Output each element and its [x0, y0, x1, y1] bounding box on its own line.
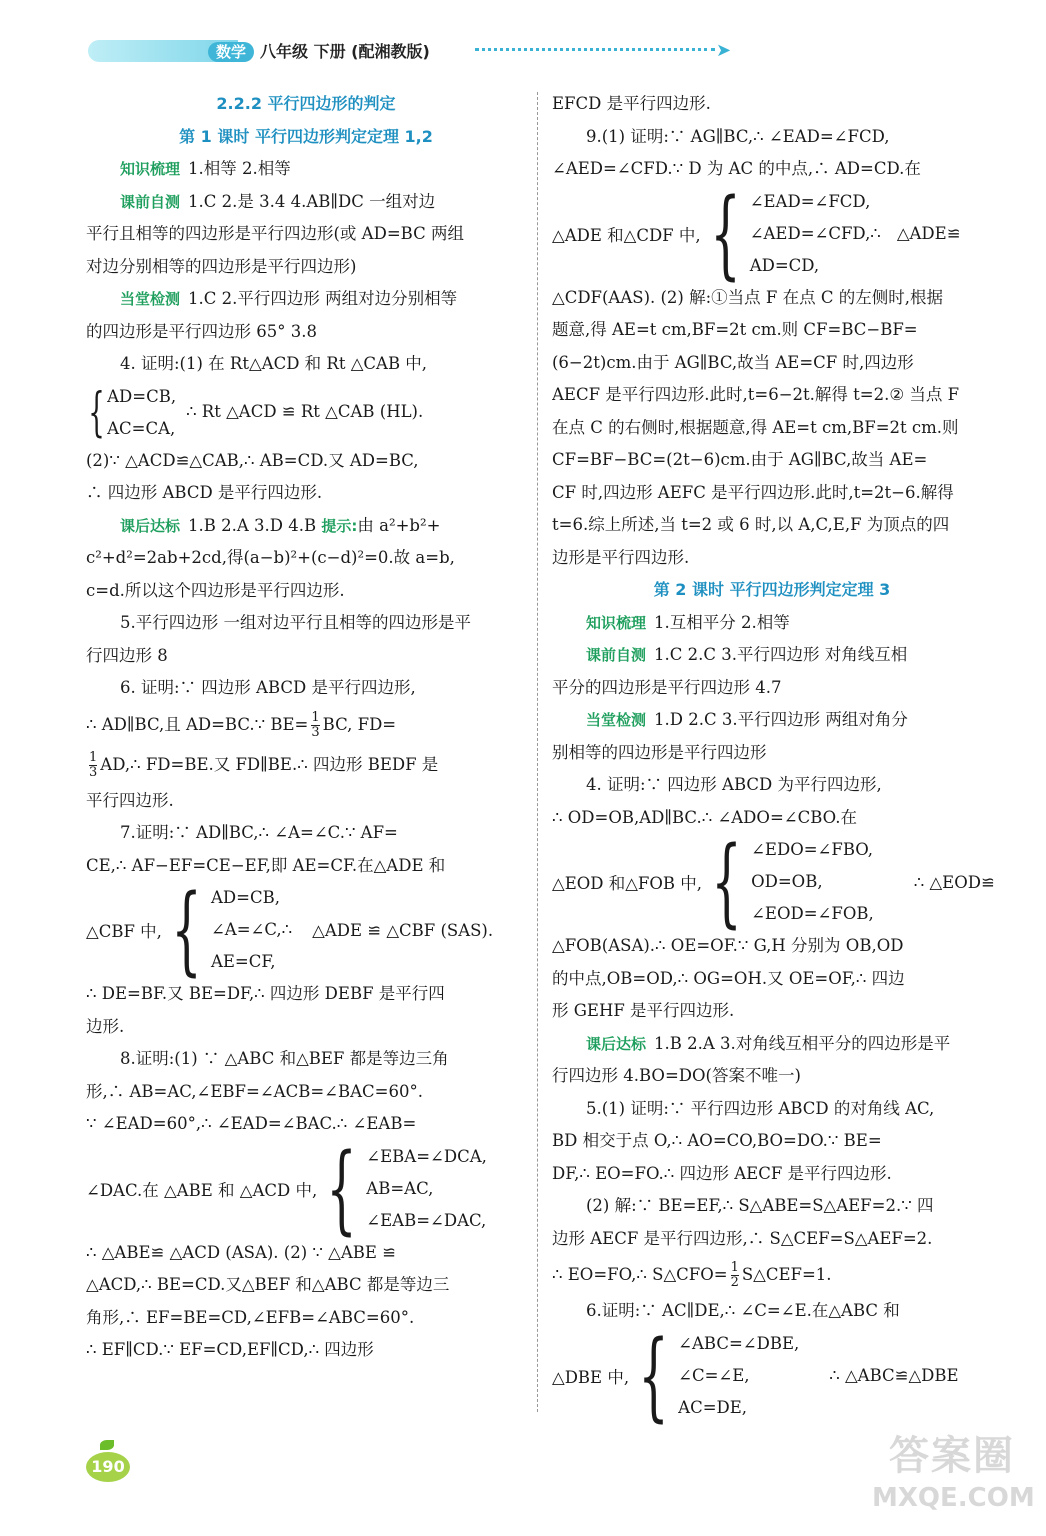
- text-line: 知识梳理 1.互相平分 2.相等: [586, 612, 790, 632]
- text-line: 对边分别相等的四边形是平行四边形): [86, 256, 357, 276]
- text-line: △CDF(AAS). (2) 解:①当点 F 在点 C 的左侧时,根据: [552, 287, 943, 307]
- text-line: 4. 证明:∵ 四边形 ABCD 为平行四边形,: [586, 775, 882, 794]
- subject-badge: 数学: [208, 42, 254, 62]
- text-line: CE,∴ AF−EF=CE−EF,即 AE=CF.在△ADE 和: [86, 855, 446, 875]
- text-line: 别相等的四边形是平行四边形: [552, 742, 767, 762]
- text-line: BD 相交于点 O,∴ AO=CO,BO=DO.∵ BE=: [552, 1131, 882, 1150]
- header-dotted-line: [475, 48, 715, 59]
- left-column: [86, 88, 526, 1367]
- fraction: $\frac{1}{3}$: [311, 709, 320, 740]
- text-line: ∴ 四边形 ABCD 是平行四边形.: [86, 483, 323, 502]
- text-line: CF=BF−BC=(2t−6)cm.由于 AG∥BC,故当 AE=: [552, 450, 928, 469]
- text-line: 6. 证明:∵ 四边形 ABCD 是平行四边形,: [120, 678, 416, 697]
- text-line: ∴ DE=BF.又 BE=DF,∴ 四边形 DEBF 是平行四: [86, 984, 445, 1003]
- text-line: 边形是平行四边形.: [552, 547, 690, 567]
- lesson-title: 第 2 课时 平行四边形判定定理 3: [653, 580, 891, 599]
- text-line: 在点 C 的右侧时,根据题意,得 AE=t cm,BF=2t cm.则: [552, 417, 959, 437]
- text-line: 5.(1) 证明:∵ 平行四边形 ABCD 的对角线 AC,: [586, 1098, 935, 1118]
- column-divider: [537, 92, 538, 1412]
- text-line: 平行四边形.: [86, 790, 174, 810]
- brace-symbol: {: [326, 1132, 358, 1245]
- label-knowledge: 知识梳理: [120, 160, 181, 178]
- text-line: c=d.所以这个四边形是平行四边形.: [86, 580, 345, 600]
- text-line: ∴ EO=FO,∴ S△CFO= $\frac{1}{2}$ S△CEF=1.: [552, 1260, 832, 1290]
- text-line: 9.(1) 证明:∵ AG∥BC,∴ ∠EAD=∠FCD,: [586, 126, 890, 146]
- text-line: 当堂检测 1.C 2.平行四边形 两组对边分别相等: [120, 289, 458, 308]
- label-inclass: 当堂检测: [586, 711, 647, 729]
- text-line: 6.证明:∵ AC∥DE,∴ ∠C=∠E.在△ABC 和: [586, 1301, 900, 1320]
- text-line: 课前自测 1.C 2.是 3.4 4.AB∥DC 一组对边: [120, 191, 436, 211]
- text-line: ∴ EF∥CD.∵ EF=CD,EF∥CD,∴ 四边形: [86, 1340, 374, 1359]
- text-line: t=6.综上所述,当 t=2 或 6 时,以 A,C,E,F 为顶点的四: [552, 515, 950, 534]
- label-pretest: 课前自测: [586, 646, 647, 664]
- label-pretest: 课前自测: [120, 192, 181, 211]
- text-line: 行四边形 8: [86, 645, 168, 665]
- text-line: 知识梳理 1.相等 2.相等: [120, 159, 291, 178]
- text-line: 5.平行四边形 一组对边平行且相等的四边形是平: [120, 613, 471, 632]
- text-line: AECF 是平行四边形.此时,t=6−2t.解得 t=2.② 当点 F: [552, 385, 960, 404]
- text-line: 课后达标 1.B 2.A 3.对角线互相平分的四边形是平: [586, 1033, 951, 1053]
- text-line: 形 GEHF 是平行四边形.: [552, 1001, 735, 1020]
- equation-system: { AD=CB, AC=CA, ∴ Rt △ACD ≌ Rt △CAB (HL).: [88, 382, 424, 443]
- brace-symbol: {: [88, 382, 105, 443]
- text-line: 角形,∴ EF=BE=CD,∠EFB=∠ABC=60°.: [86, 1307, 415, 1327]
- text-line: ∠AED=∠CFD.∵ D 为 AC 的中点,∴ AD=CD.在: [552, 159, 921, 178]
- text-line: ∴ AD∥BC,且 AD=BC.∵ BE= $\frac{1}{3}$ BC, FD=: [86, 709, 397, 740]
- brace-symbol: {: [171, 874, 202, 986]
- brace-symbol: {: [711, 826, 742, 938]
- text-line: 平行且相等的四边形是平行四边形(或 AD=BC 两组: [86, 224, 464, 243]
- book-info: 八年级 下册 (配湘教版): [260, 42, 430, 61]
- text-line: 边形.: [86, 1016, 125, 1036]
- text-line: 行四边形 4.BO=DO(答案不唯一): [552, 1066, 801, 1085]
- brace-symbol: {: [709, 177, 741, 290]
- page-header: [0, 0, 1046, 80]
- label-knowledge: 知识梳理: [586, 613, 647, 632]
- label-inclass: 当堂检测: [120, 290, 181, 308]
- text-line: 的中点,OB=OD,∴ OG=OH.又 OE=OF,∴ 四边: [552, 968, 905, 988]
- text-line: 形,∴ AB=AC,∠EBF=∠ACB=∠BAC=60°.: [86, 1081, 423, 1101]
- text-line: (2)∵ △ACD≌△CAB,∴ AB=CD.又 AD=BC,: [86, 450, 419, 470]
- fraction: $\frac{1}{2}$: [730, 1260, 739, 1290]
- brace-symbol: {: [638, 1319, 669, 1432]
- section-title: 2.2.2 平行四边形的判定: [216, 94, 396, 113]
- arrow-icon: ➤: [716, 40, 732, 61]
- text-line: ∵ ∠EAD=60°,∴ ∠EAD=∠BAC.∴ ∠EAB=: [86, 1114, 417, 1133]
- text-line: 4. 证明:(1) 在 Rt△ACD 和 Rt △CAB 中,: [120, 354, 428, 373]
- text-line: 题意,得 AE=t cm,BF=2t cm.则 CF=BC−BF=: [552, 320, 918, 339]
- text-line: 8.证明:(1) ∵ △ABC 和△BEF 都是等边三角: [120, 1049, 449, 1068]
- lesson-title: 第 1 课时 平行四边形判定定理 1,2: [179, 126, 433, 146]
- hint-label: 提示:: [321, 516, 358, 535]
- text-line: △ACD,∴ BE=CD.又△BEF 和△ABC 都是等边三: [86, 1275, 450, 1294]
- text-line: c²+d²=2ab+2cd,得(a−b)²+(c−d)²=0.故 a=b,: [86, 548, 455, 567]
- text-line: (2) 解:∵ BE=EF,∴ S△ABE=S△AEF=2.∵ 四: [586, 1196, 934, 1215]
- text-line: 当堂检测 1.D 2.C 3.平行四边形 两组对角分: [586, 710, 908, 729]
- text-line: ∴ OD=OB,AD∥BC.∴ ∠ADO=∠CBO.在: [552, 807, 857, 827]
- text-line: 边形 AECF 是平行四边形,∴ S△CEF=S△AEF=2.: [552, 1228, 933, 1248]
- text-line: 课前自测 1.C 2.C 3.平行四边形 对角线互相: [586, 645, 908, 664]
- leaf-icon: [100, 1440, 114, 1450]
- equation-system: △CBF 中, { AD=CB, ∠A=∠C,∴ AE=CF, △ADE ≌ △CBF (SAS).: [86, 874, 494, 986]
- label-afterclass: 课后达标: [120, 516, 181, 535]
- text-line: 7.证明:∵ AD∥BC,∴ ∠A=∠C.∵ AF=: [120, 823, 398, 842]
- text-line: 平分的四边形是平行四边形 4.7: [552, 677, 782, 697]
- text-line: $\frac{1}{3}$ AD,∴ FD=BE.又 FD∥BE.∴ 四边形 BEDF 是: [89, 749, 439, 780]
- equation-system: △ADE 和△CDF 中, { ∠EAD=∠FCD, ∠AED=∠CFD,∴ AD=CD, △ADE≌: [552, 177, 961, 290]
- equation-system: ∠DAC.在 △ABE 和 △ACD 中, { ∠EBA=∠DCA, AB=AC, ∠EAB=∠DAC,: [86, 1132, 487, 1245]
- equation-system: △EOD 和△FOB 中, { ∠EDO=∠FBO, OD=OB, ∠EOD=∠FOB, ∴ △EOD≌: [552, 826, 995, 938]
- text-line: CF 时,四边形 AEFC 是平行四边形.此时,t=2t−6.解得: [552, 482, 954, 502]
- fraction: $\frac{1}{3}$: [89, 749, 98, 780]
- text-line: 的四边形是平行四边形 65° 3.8: [86, 321, 317, 341]
- text-line: 课后达标 1.B 2.A 3.D 4.B 提示:由 a²+b²+: [120, 515, 441, 535]
- text-line: ∴ △ABE≌ △ACD (ASA). (2) ∵ △ABE ≌: [86, 1242, 396, 1262]
- text-line: (6−2t)cm.由于 AG∥BC,故当 AE=CF 时,四边形: [552, 352, 914, 372]
- equation-system: △DBE 中, { ∠ABC=∠DBE, ∠C=∠E, AC=DE, ∴ △ABC≌△DBE: [552, 1319, 959, 1432]
- text-line: △FOB(ASA).∴ OE=OF.∵ G,H 分别为 OB,OD: [552, 936, 904, 955]
- right-column: [552, 88, 995, 1432]
- text-line: DF,∴ EO=FO.∴ 四边形 AECF 是平行四边形.: [552, 1163, 892, 1183]
- watermark-logo: 答案圈 MXQE.COM: [872, 1433, 1035, 1513]
- text-line: EFCD 是平行四边形.: [552, 94, 711, 113]
- label-afterclass: 课后达标: [586, 1034, 647, 1053]
- page-number: 190: [86, 1452, 130, 1482]
